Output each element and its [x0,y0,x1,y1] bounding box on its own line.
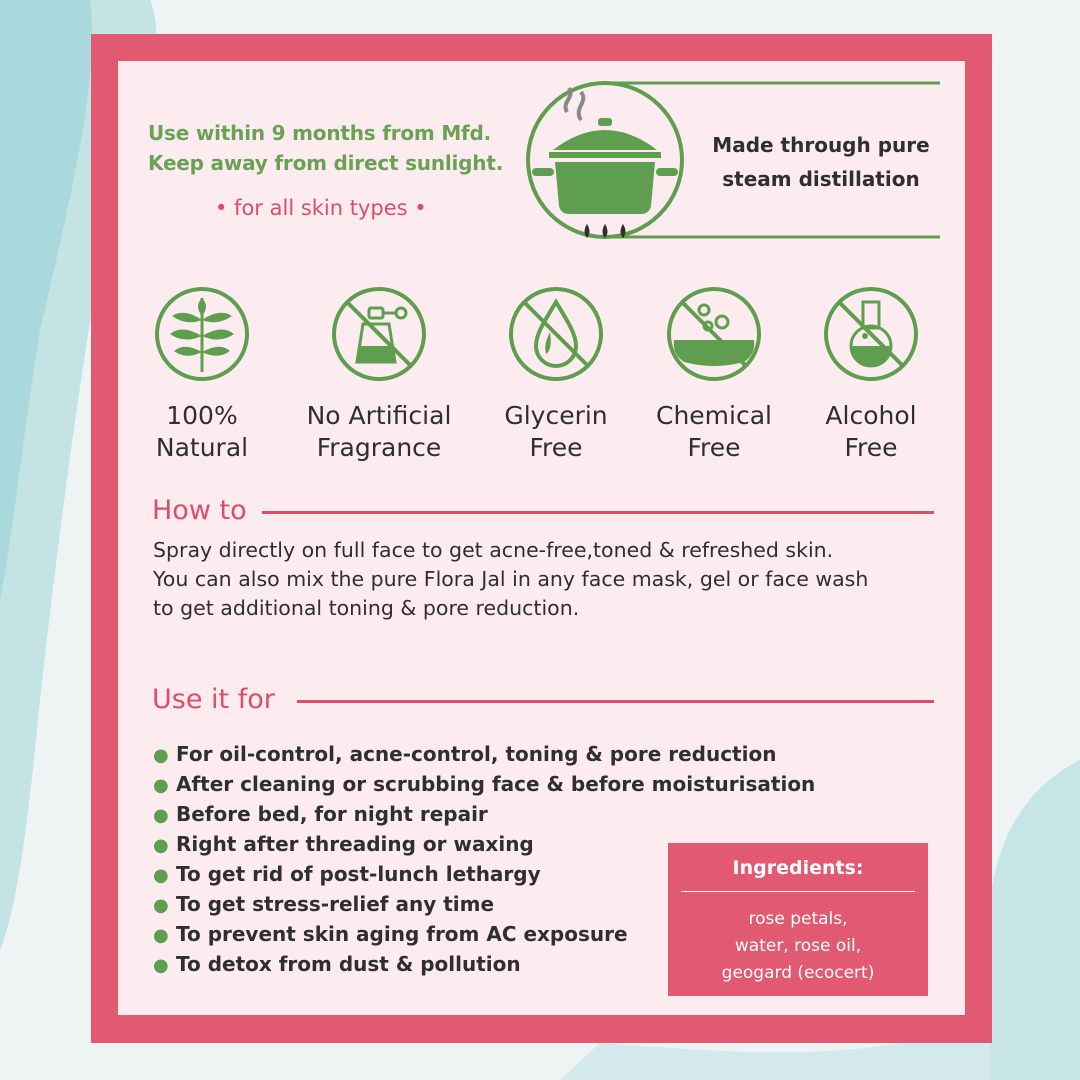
badge-alcohol-line-1: Alcohol [825,401,917,430]
bullet-dot: ● [153,775,169,796]
use-item-text: For oil-control, acne-control, toning & pore reduction [176,742,777,766]
badge-no-fragrance-label [298,400,460,464]
badge-chemical-line-1: Chemical [656,401,772,430]
badge-natural [122,284,282,464]
no-flask-icon [821,284,921,384]
use-item-text: To get stress-relief any time [176,892,495,916]
use-item-text: To detox from dust & pollution [176,952,521,976]
badge-glycerin-line-2: Free [529,433,583,462]
bullet-dot: ● [153,805,169,826]
how-to-line-2: You can also mix the pure Flora Jal in any face mask, gel or face wash [153,567,869,591]
badge-glycerin-label [476,400,636,464]
no-perfume-icon [329,284,429,384]
ingredients-line-1: rose petals, [748,909,848,929]
use-it-for-title: Use it for [152,684,275,715]
bullet-dot: ● [153,895,169,916]
list-item [153,800,815,830]
badge-alcohol-free [791,284,951,464]
storage-line-2: Keep away from direct sunlight. [148,151,504,175]
use-item-text: Before bed, for night repair [176,802,488,826]
skin-types-note: • for all skin types • [215,196,427,220]
badge-no-fragrance [298,284,460,464]
bullet-dot: ● [153,745,169,766]
ingredients-divider [681,891,915,892]
bullet-dot: ● [153,865,169,886]
use-item-text: Right after threading or waxing [176,832,534,856]
ingredients-title: Ingredients: [732,857,864,879]
badge-natural-label [122,400,282,464]
badge-glycerin-line-1: Glycerin [504,401,608,430]
list-item [153,740,815,770]
method-line-1: Made through pure [712,133,930,157]
use-item-text: After cleaning or scrubbing face & before moisturisation [176,772,816,796]
badge-chemical-line-2: Free [687,433,741,462]
how-to-text [153,536,943,623]
badge-glycerin-free [476,284,636,464]
storage-line-1: Use within 9 months from Mfd. [148,121,492,145]
no-drop-icon [506,284,606,384]
badge-natural-line-2: Natural [155,433,249,462]
badge-chemical-label [634,400,794,464]
how-to-title: How to [152,495,247,526]
list-item [153,770,815,800]
ingredients-line-2: water, rose oil, [734,936,862,956]
method-line-2: steam distillation [722,167,920,191]
how-to-line-3: to get additional toning & pore reduction. [153,596,580,620]
storage-instructions [148,118,528,178]
bullet-dot: ● [153,835,169,856]
how-to-rule [262,511,934,514]
use-item-text: To prevent skin aging from AC exposure [176,922,628,946]
distillation-note [706,128,936,196]
ingredients-line-3: geogard (ecocert) [721,963,875,983]
use-it-for-rule [297,700,934,703]
no-chemical-icon [664,284,764,384]
ingredients-box [668,843,928,996]
badge-alcohol-line-2: Free [844,433,898,462]
leaf-icon [152,284,252,384]
use-item-text: To get rid of post-lunch lethargy [176,862,541,886]
badge-natural-line-1: 100% [166,401,238,430]
bullet-dot: ● [153,925,169,946]
bullet-dot: ● [153,955,169,976]
badge-fragrance-line-2: Fragrance [316,433,442,462]
badge-alcohol-label [791,400,951,464]
badge-chemical-free [634,284,794,464]
badge-fragrance-line-1: No Artificial [306,401,452,430]
how-to-line-1: Spray directly on full face to get acne-free,toned & refreshed skin. [153,538,834,562]
